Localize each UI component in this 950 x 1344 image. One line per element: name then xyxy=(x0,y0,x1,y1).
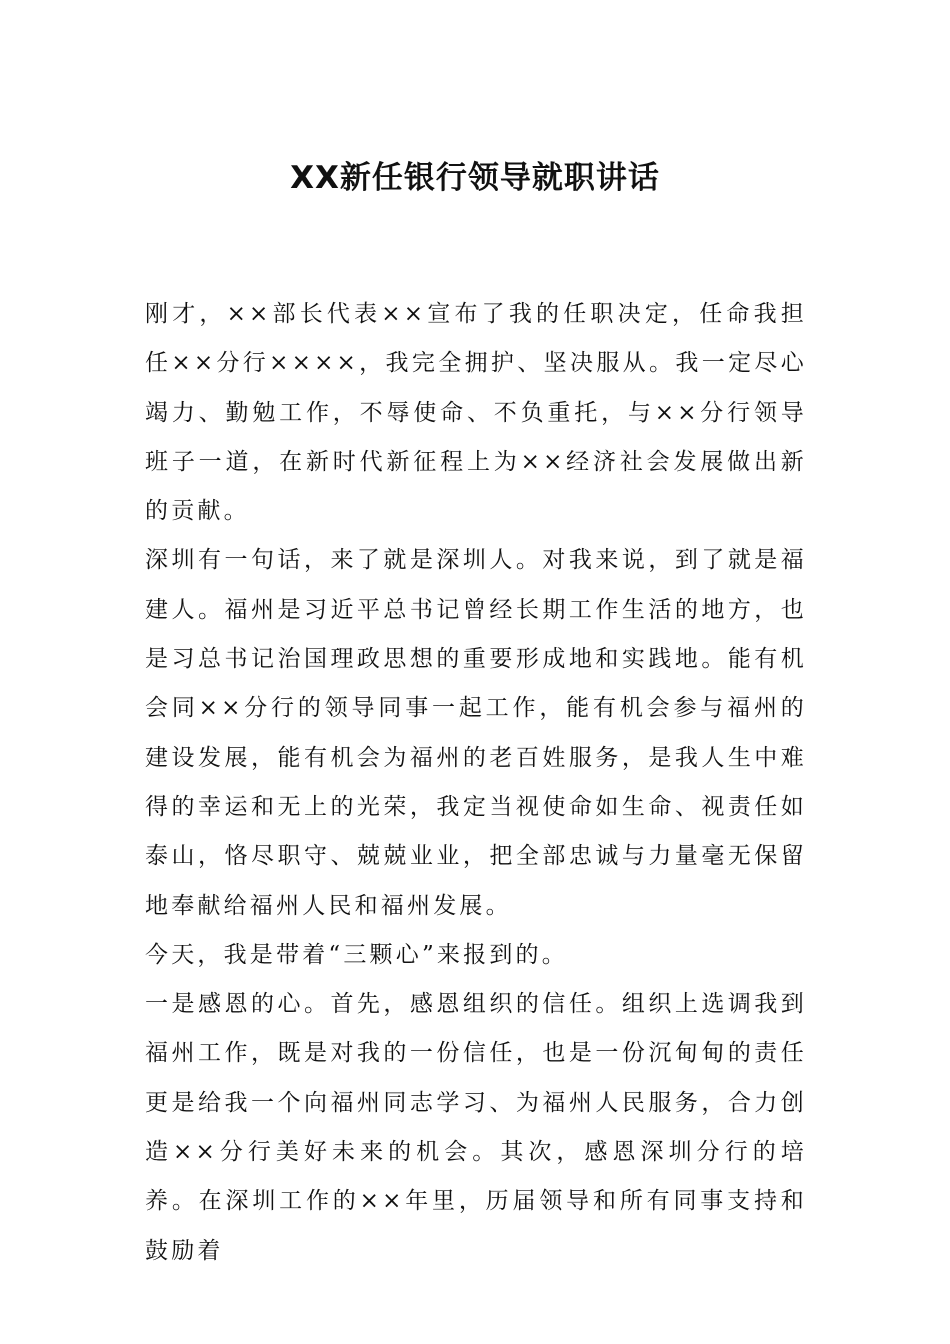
paragraph-gratitude: 一是感恩的心。首先，感恩组织的信任。组织上选调我到福州工作，既是对我的一份信任，也是一份沉甸甸的责任更是给我一个向福州同志学习、为福州人民服务，合力创造××分行美好未来的机会。其次，感恩深圳分行的培养。在深圳工作的××年里，历届领导和所有同事支持和鼓励着 xyxy=(145,991,807,1264)
paragraph-three-hearts: 今天，我是带着“三颗心”来报到的。 xyxy=(145,941,568,968)
document-body xyxy=(145,290,807,1276)
paragraph-appointment: 刚才，××部长代表××宣布了我的任职决定，任命我担任××分行××××，我完全拥护、坚决服从。我一定尽心竭力、勤勉工作，不辱使命、不负重托，与××分行领导班子一道，在新时代新征程上为××经济社会发展做出新的贡献。 xyxy=(145,301,807,525)
document-title: XX新任银行领导就职讲话 xyxy=(290,160,660,196)
paragraph-fujian: 深圳有一句话，来了就是深圳人。对我来说，到了就是福建人。福州是习近平总书记曾经长期工作生活的地方，也是习总书记治国理政思想的重要形成地和实践地。能有机会同××分行的领导同事一起工作，能有机会参与福州的建设发展，能有机会为福州的老百姓服务，是我人生中难得的幸运和无上的光荣，我定当视使命如生命、视责任如泰山，恪尽职守、兢兢业业，把全部忠诚与力量毫无保留地奉献给福州人民和福州发展。 xyxy=(145,547,807,919)
